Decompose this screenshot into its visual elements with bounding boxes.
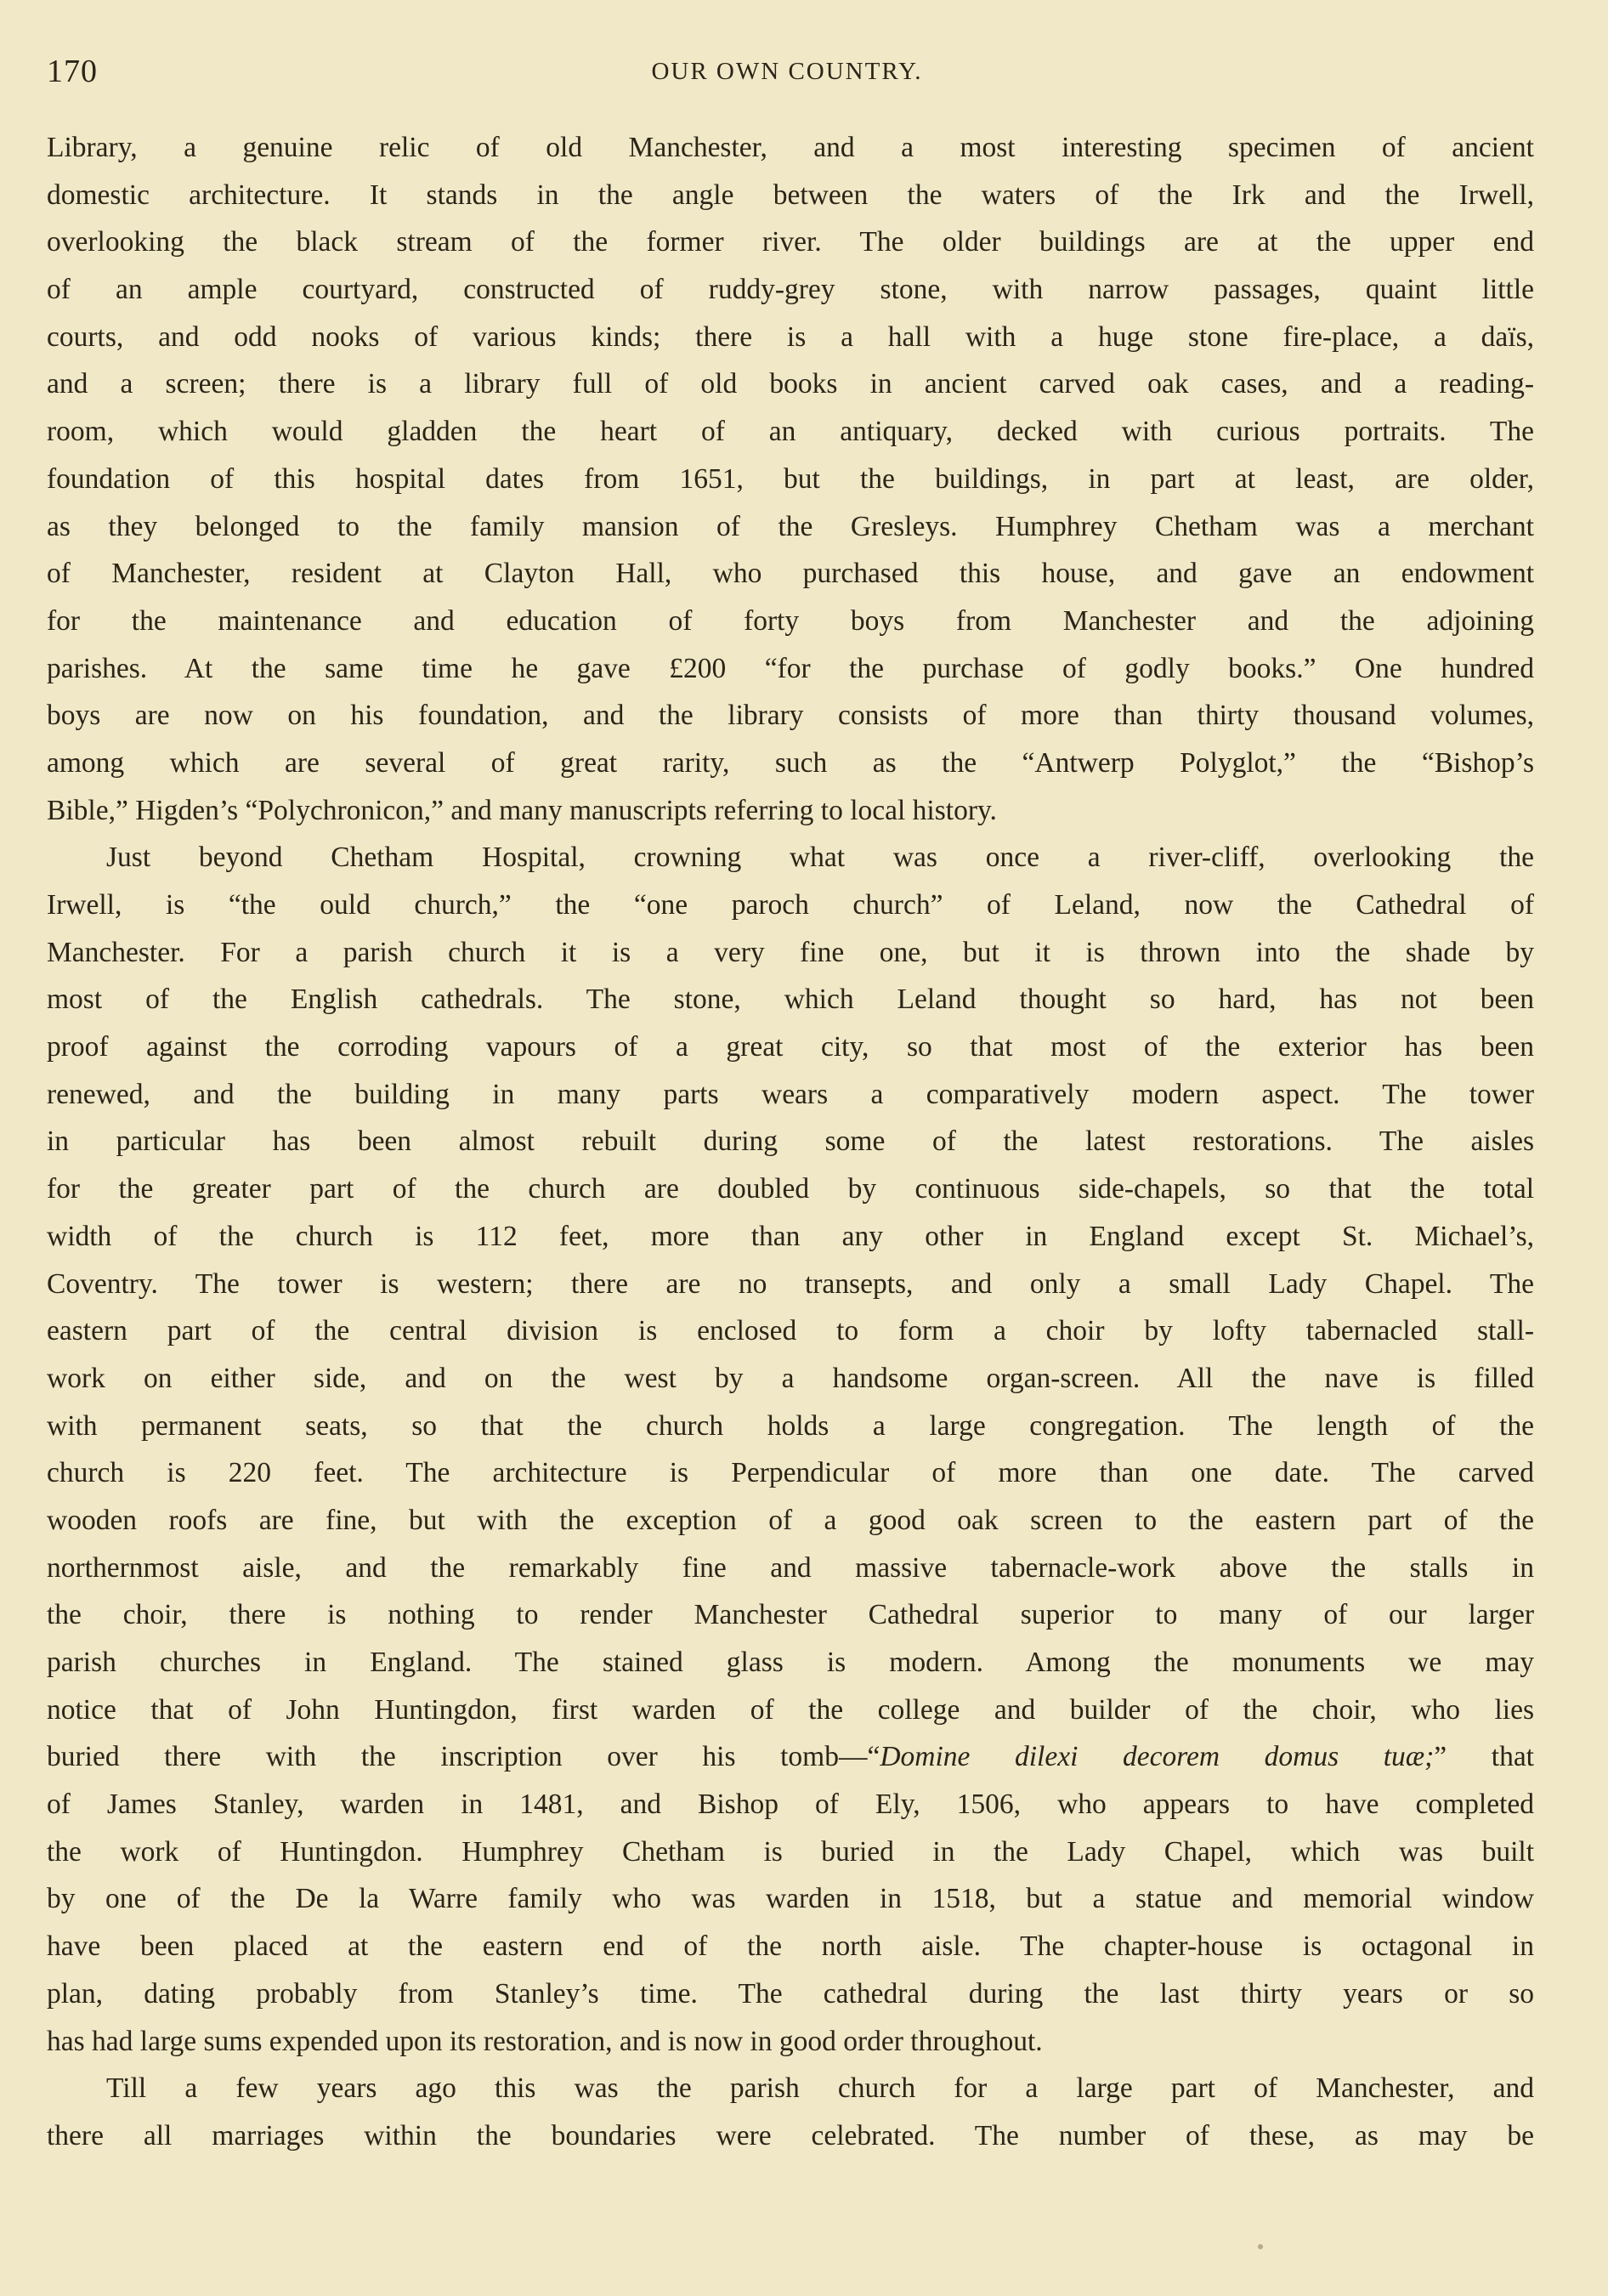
text-line: by one of the De la Warre family who was warden in 1518, but a statue and memorial window: [47, 1883, 1534, 1915]
text-line: domestic architecture. It stands in the angle between the waters of the Irk and the Irwell,: [47, 179, 1534, 211]
text-line: and a screen; there is a library full of old books in ancient carved oak cases, and a reading-: [47, 368, 1534, 400]
text-line: width of the church is 112 feet, more than any other in England except St. Michael’s,: [47, 1220, 1534, 1252]
text-line: of Manchester, resident at Clayton Hall, who purchased this house, and gave an endowment: [47, 558, 1534, 590]
running-header: [47, 53, 1527, 95]
text-line: courts, and odd nooks of various kinds; there is a hall with a huge stone fire-place, a daïs,: [47, 320, 1534, 353]
text-line: parish churches in England. The stained glass is modern. Among the monuments we may: [47, 1647, 1534, 1678]
text-line: work on either side, and on the west by a handsome organ-screen. All the nave is filled: [47, 1362, 1534, 1394]
page-number: 170: [47, 54, 98, 89]
text-line: Irwell, is “the ould church,” the “one paroch church” of Leland, now the Cathedral of: [47, 889, 1534, 921]
text-line: room, which would gladden the heart of an antiquary, decked with curious portraits. The: [47, 416, 1534, 448]
text-line: church is 220 feet. The architecture is Perpendicular of more than one date. The carved: [47, 1457, 1534, 1489]
text-line: of an ample courtyard, constructed of ruddy-grey stone, with narrow passages, quaint little: [47, 274, 1534, 306]
text-line: renewed, and the building in many parts wears a comparatively modern aspect. The tower: [47, 1078, 1534, 1110]
text-line: among which are several of great rarity, such as the “Antwerp Polyglot,” the “Bishop’s: [47, 746, 1534, 779]
paragraph-end-line: Bible,” Higden’s “Polychronicon,” and many manuscripts referring to local history.: [47, 794, 997, 826]
text-line: notice that of John Huntingdon, first warden of the college and builder of the choir, who lies: [47, 1693, 1534, 1726]
text-line: proof against the corroding vapours of a great city, so that most of the exterior has been: [47, 1031, 1534, 1063]
text-line: plan, dating probably from Stanley’s time. The cathedral during the last thirty years or so: [47, 1977, 1534, 2010]
text-line: the work of Huntingdon. Humphrey Chetham is buried in the Lady Chapel, which was built: [47, 1835, 1534, 1868]
text-line: boys are now on his foundation, and the library consists of more than thirty thousand volumes,: [47, 700, 1534, 732]
text-line: there all marriages within the boundaries were celebrated. The number of these, as may be: [47, 2119, 1534, 2151]
ink-speck: [1258, 2244, 1263, 2249]
paragraph-end-line: has had large sums expended upon its restoration, and is now in good order throughout.: [47, 2025, 1043, 2057]
text-line: most of the English cathedrals. The stone, which Leland thought so hard, has not been: [47, 984, 1534, 1016]
running-title: OUR OWN COUNTRY.: [651, 58, 923, 85]
text-line: with permanent seats, so that the church holds a large congregation. The length of the: [47, 1409, 1534, 1442]
text-line: have been placed at the eastern end of the north aisle. The chapter-house is octagonal in: [47, 1930, 1534, 1963]
body-text: [47, 124, 1534, 2160]
paragraph-start-line: Till a few years ago this was the parish church for a large part of Manchester, and: [106, 2072, 1534, 2105]
text-line: overlooking the black stream of the former river. The older buildings are at the upper end: [47, 226, 1534, 258]
text-line: wooden roofs are fine, but with the exception of a good oak screen to the eastern part of the: [47, 1504, 1534, 1536]
paragraph-start-line: Just beyond Chetham Hospital, crowning what was once a river-cliff, overlooking the: [106, 842, 1534, 874]
text-line: Coventry. The tower is western; there are no transepts, and only a small Lady Chapel. The: [47, 1267, 1534, 1300]
text-line: of James Stanley, warden in 1481, and Bishop of Ely, 1506, who appears to have completed: [47, 1789, 1534, 1821]
latin-inscription: Domine dilexi decorem domus tuæ;: [880, 1741, 1435, 1773]
text-line: the choir, there is nothing to render Manchester Cathedral superior to many of our larger: [47, 1599, 1534, 1631]
text-line: Library, a genuine relic of old Manchester, and a most interesting specimen of ancient: [47, 132, 1534, 163]
text-line: in particular has been almost rebuilt during some of the latest restorations. The aisles: [47, 1125, 1534, 1158]
text-line: northernmost aisle, and the remarkably fine and massive tabernacle-work above the stalls in: [47, 1551, 1534, 1584]
text-line: as they belonged to the family mansion of the Gresleys. Humphrey Chetham was a merchant: [47, 510, 1534, 542]
text-line: buried there with the inscription over his tomb—“Domine dilexi decorem domus tuæ;” that: [47, 1741, 1534, 1773]
text-line: Manchester. For a parish church it is a very fine one, but it is thrown into the shade by: [47, 936, 1534, 968]
text-line: for the greater part of the church are doubled by continuous side-chapels, so that the total: [47, 1173, 1534, 1205]
text-line: for the maintenance and education of forty boys from Manchester and the adjoining: [47, 604, 1534, 637]
text-line: foundation of this hospital dates from 1651, but the buildings, in part at least, are older,: [47, 462, 1534, 495]
text-line: parishes. At the same time he gave £200 “for the purchase of godly books.” One hundred: [47, 652, 1534, 684]
text-line: eastern part of the central division is enclosed to form a choir by lofty tabernacled stall-: [47, 1315, 1534, 1347]
